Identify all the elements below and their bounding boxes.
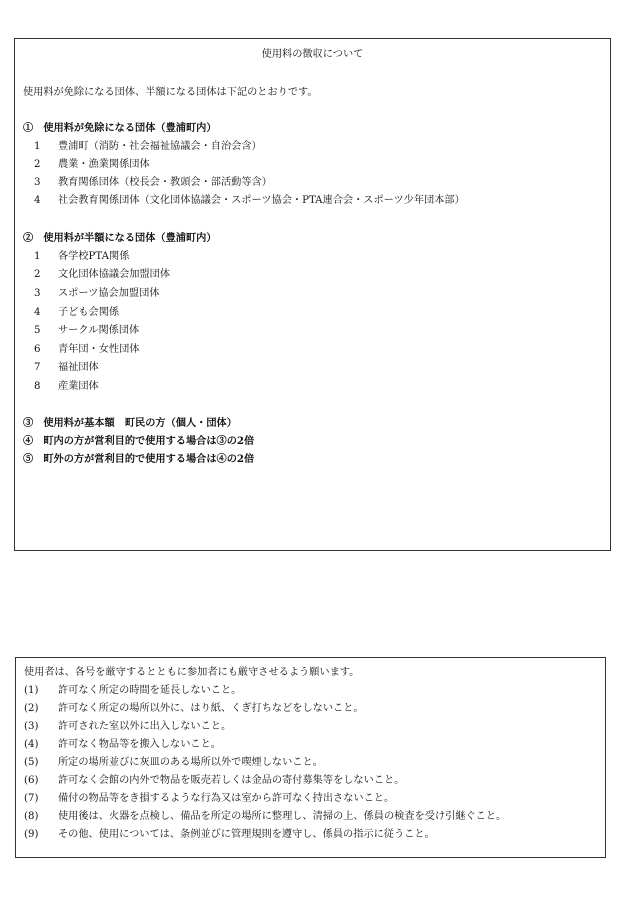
item-number: 3: [34, 288, 41, 299]
item-number: 1: [34, 251, 41, 262]
item-number: 1: [34, 141, 41, 152]
item-text: 福祉団体: [58, 362, 99, 373]
rule-item: [24, 702, 364, 715]
list-item: [34, 361, 99, 374]
fee-title: 使用料の徴収について: [261, 49, 364, 60]
item-number: 6: [34, 344, 41, 355]
rule-text: 使用後は、火器を点検し、備品を所定の場所に整理し、清掃の上、係員の検査を受け引継ぐこと。: [58, 811, 507, 822]
rule-text: 許可なく会館の内外で物品を販売若しくは金品の寄付募集等をしないこと。: [58, 775, 405, 786]
rule-number: (6): [24, 775, 39, 786]
rule-item: [24, 756, 323, 769]
rule-item: [24, 684, 241, 697]
item-text: 社会教育関係団体（文化団体協議会・スポーツ協会・PTA連合会・スポーツ少年団本部）: [58, 195, 465, 206]
rule-item: [24, 774, 404, 787]
rule-item: [24, 720, 231, 733]
rule-number: (3): [24, 721, 39, 732]
fee-box: [14, 38, 611, 551]
list-item: [34, 140, 262, 153]
list-item: [34, 287, 159, 300]
rule-text: 所定の場所並びに灰皿のある場所以外で喫煙しないこと。: [58, 757, 323, 768]
list-item: [34, 343, 140, 356]
item-number: 7: [34, 362, 41, 373]
rule-number: (7): [24, 793, 39, 804]
rule-number: (4): [24, 739, 39, 750]
item-text: 各学校PTA関係: [58, 251, 130, 262]
list-item: [34, 250, 129, 263]
list-item: [34, 176, 272, 189]
section2-heading: ② 使用料が半額になる団体（豊浦町内）: [23, 232, 217, 244]
rule-item: [24, 810, 506, 823]
item-number: 4: [34, 307, 41, 318]
rule-item: [24, 792, 394, 805]
list-item: [34, 268, 170, 281]
item-number: 4: [34, 195, 41, 206]
item-text: 教育関係団体（校長会・教頭会・部活動等含）: [58, 177, 272, 188]
rule-item: [24, 828, 435, 841]
item-number: 5: [34, 325, 41, 336]
note-commercial-local: ④ 町内の方が営利目的で使用する場合は③の2倍: [23, 435, 255, 447]
item-text: 青年団・女性団体: [58, 344, 140, 355]
rules-box: [15, 657, 606, 858]
rule-number: (5): [24, 757, 39, 768]
item-text: 文化団体協議会加盟団体: [58, 269, 171, 280]
list-item: [34, 380, 99, 393]
item-number: 2: [34, 269, 41, 280]
rules-intro: 使用者は、各号を厳守するとともに参加者にも厳守させるよう願います。: [24, 667, 360, 678]
rule-number: (1): [24, 685, 39, 696]
rule-number: (8): [24, 811, 39, 822]
rule-item: [24, 738, 221, 751]
rule-text: 許可された室以外に出入しないこと。: [58, 721, 232, 732]
item-number: 3: [34, 177, 41, 188]
item-text: 豊浦町（消防・社会福祉協議会・自治会含）: [58, 141, 262, 152]
section1-heading: ① 使用料が免除になる団体（豊浦町内）: [23, 122, 217, 134]
note-commercial-outside: ⑤ 町外の方が営利目的で使用する場合は④の2倍: [23, 453, 255, 465]
item-text: スポーツ協会加盟団体: [58, 288, 160, 299]
rule-number: (9): [24, 829, 39, 840]
item-number: 2: [34, 159, 41, 170]
rule-text: 許可なく所定の場所以外に、はり紙、くぎ打ちなどをしないこと。: [58, 703, 364, 714]
list-item: [34, 158, 150, 171]
fee-intro: 使用料が免除になる団体、半額になる団体は下記のとおりです。: [23, 87, 318, 98]
item-number: 8: [34, 381, 41, 392]
rule-text: その他、使用については、条例並びに管理規則を遵守し、係員の指示に従うこと。: [58, 829, 435, 840]
list-item: [34, 194, 465, 207]
item-text: 農業・漁業関係団体: [58, 159, 150, 170]
list-item: [34, 306, 119, 319]
rule-number: (2): [24, 703, 39, 714]
rule-text: 備付の物品等をき損するような行為又は室から許可なく持出さないこと。: [58, 793, 395, 804]
note-basic-fee: ③ 使用料が基本額 町民の方（個人・団体）: [23, 417, 237, 429]
rule-text: 許可なく所定の時間を延長しないこと。: [58, 685, 242, 696]
item-text: 子ども会関係: [58, 307, 120, 318]
item-text: 産業団体: [58, 381, 99, 392]
item-text: サークル関係団体: [58, 325, 140, 336]
list-item: [34, 324, 139, 337]
rule-text: 許可なく物品等を搬入しないこと。: [58, 739, 221, 750]
